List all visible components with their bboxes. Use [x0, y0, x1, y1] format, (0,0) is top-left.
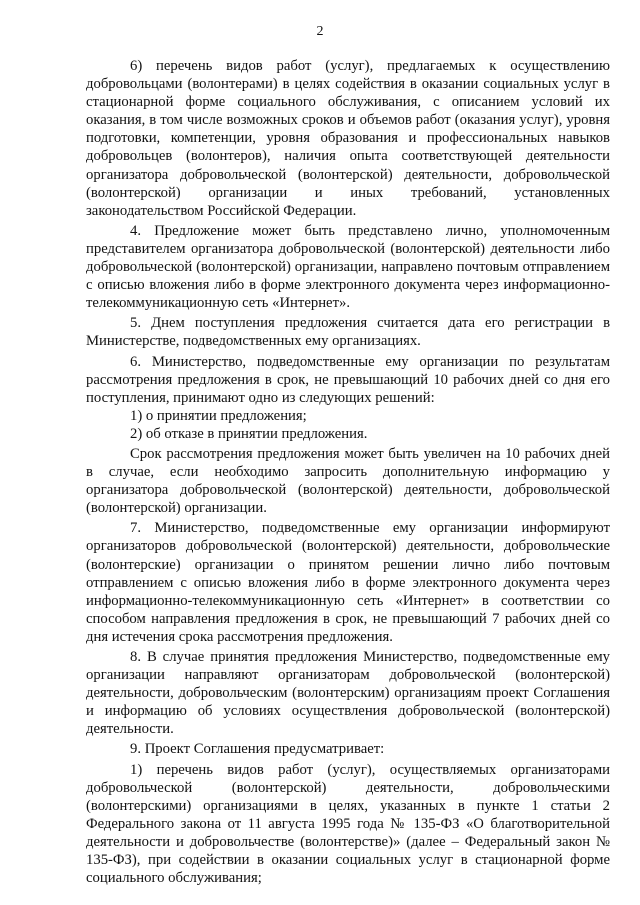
paragraph-8-draft-agreement: 8. В случае принятия предложения Министерство, подведомственные ему организации направляют организаторам добровольческой (волонтерской) деятельности, добровольческим (волонтерским) организациям проект Соглашения и информацию об условиях осуществления добровольческой (волонтерской) деятельности.	[86, 649, 610, 738]
paragraph-item-6-work-types: 6) перечень видов работ (услуг), предлагаемых к осуществлению добровольцами (волонтерами) в целях содействия в оказании социальных услуг в стационарной форме социального обслуживания, с описанием условий их оказания, в том числе возможных сроков и объемов работ (оказания услуг), уровня подготовки, компетенции, уровня образования и профессиональных навыков добровольцев (волонтеров), наличия опыта соответствующей деятельности организатора добровольческой (волонтерской) деятельности, добровольческой (волонтерской) организации и иных требований, установленных законодательством Российской Федерации.	[86, 58, 610, 219]
decision-option-accept: 1) о принятии предложения;	[130, 407, 307, 424]
page-number: 2	[316, 24, 324, 39]
paragraph-7-notification: 7. Министерство, подведомственные ему организации информируют организаторов добровольческой (волонтерской) деятельности, добровольческие (волонтерские) организации о принятом решении лично либо почтовым отправлением с описью вложения либо в форме электронного документа через информационно-телекоммуникационную сеть «Интернет» в соответствии со способом направления предложения в срок, не превышающий 7 рабочих дней со дня истечения срока рассмотрения предложения.	[86, 520, 610, 645]
paragraph-6-decision: 6. Министерство, подведомственные ему организации по результатам рассмотрения предложения в срок, не превышающий 10 рабочих дней со дня его поступления, принимают одно из следующих решений:	[86, 353, 610, 406]
paragraph-review-extension: Срок рассмотрения предложения может быть увеличен на 10 рабочих дней в случае, если необходимо запросить дополнительную информацию у организатора добровольческой (волонтерской) деятельности, добровольческой (волонтерской) организации.	[86, 445, 610, 517]
document-body	[86, 57, 610, 887]
paragraph-4-submission: 4. Предложение может быть представлено лично, уполномоченным представителем организатора добровольческой (волонтерской) деятельности либо добровольческой (волонтерской) организации, направлено почтовым отправлением с описью вложения либо в форме электронного документа через информационно-телекоммуникационную сеть «Интернет».	[86, 222, 610, 312]
paragraph-9-agreement-content: 9. Проект Соглашения предусматривает:	[130, 741, 385, 758]
paragraph-9-item-1: 1) перечень видов работ (услуг), осуществляемых организаторами добровольческой (волонтерской) деятельности, добровольческими (волонтерскими) организациями в целях, указанных в пункте 1 статьи 2 Федерального закона от 11 августа 1995 года № 135-ФЗ «О благотворительной деятельности и добровольчестве (волонтерстве)» (далее – Федеральный закон № 135-ФЗ), при содействии в оказании социальных услуг в стационарной форме социального обслуживания;	[86, 761, 610, 887]
decision-option-reject: 2) об отказе в принятии предложения.	[130, 425, 368, 442]
paragraph-5-receipt-date: 5. Днем поступления предложения считается дата его регистрации в Министерстве, подведомственных ему организациях.	[86, 315, 610, 350]
